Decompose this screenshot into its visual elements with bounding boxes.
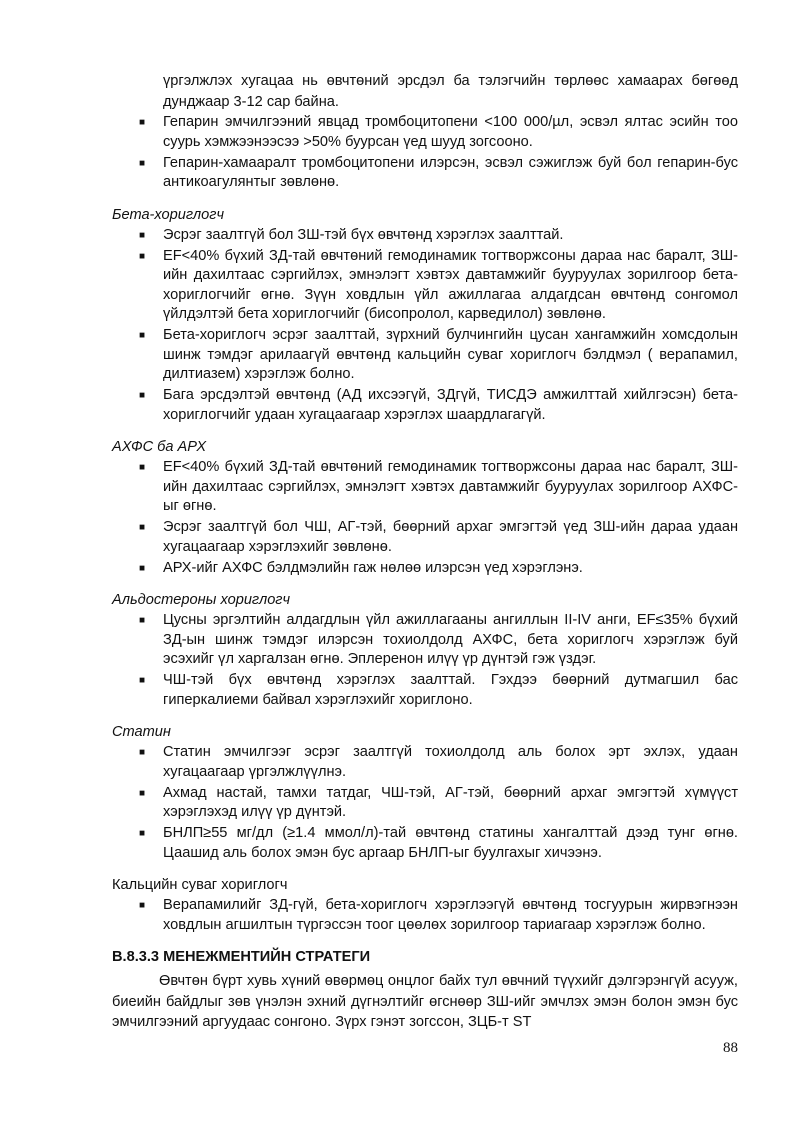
list-item-text: EF<40% бүхий ЗД-тай өвчтөний гемодинамик тогтворжсоны дараа нас баралт, ЗШ-ийн дахилтаас сэргийлэх, эмнэлэгт хэвтэх давтамжийг бууруулах зорилгоор бета-хориглогчийг өгнө. Зүүн ховдлын үйл ажиллагаа алдагдсан өвчтөнд сонгомол үйлдэлтэй бета хориглогчийг (бисопролол, карведилол) зөвлөнө.: [163, 247, 738, 322]
list-item: [112, 247, 738, 325]
list-item: [112, 154, 738, 193]
beta-blockers-list: [112, 226, 738, 426]
list-item-text: ЧШ-тэй бүх өвчтөнд хэрэглэх заалттай. Гэхдээ бөөрний дутмагшил бас гиперкалиеми байвал хэрэглэхийг хориглоно.: [163, 672, 738, 708]
list-item: [112, 784, 738, 823]
page-number: 88: [723, 1040, 738, 1056]
bullet-icon: ■: [139, 330, 146, 341]
list-item-text: Гепарин эмчилгээний явцад тромбоцитопени <100 000/µл, эсвэл ялтас эсийн тоо суурь хэмжээнээсээ >50% буурсан үед шууд зогсооно.: [163, 114, 738, 150]
list-item-text: Гепарин-хамааралт тромбоцитопени илэрсэн, эсвэл сэжиглэж буй бол гепарин-бус антикоагулянтыг зөвлөнө.: [163, 154, 738, 190]
continuation-text: үргэлжлэх хугацаа нь өвчтөний эрсдэл ба тэлэгчийн төрлөөс хамаарах бөгөөд дунджаар 3-12 сар байна.: [163, 73, 738, 110]
list-item-text: Бета-хориглогч эсрэг заалттай, зүрхний булчингийн цусан хангамжийн хомсдолын шинж тэмдэг арилаагүй өвчтөнд кальцийн суваг хориглогч бэлдмэл ( верапамил, дилтиазем) хэрэглэж болно.: [163, 327, 738, 382]
section-heading-calcium-channel: Кальцийн суваг хориглогч: [112, 877, 288, 893]
list-item: [112, 113, 738, 152]
bullet-icon: ■: [139, 900, 146, 911]
list-item: [112, 226, 738, 246]
list-item-text: Верапамилийг ЗД-гүй, бета-хориглогч хэрэглээгүй өвчтөнд тосгуурын жирвэгнээн ховдлын агшилтын түргэссэн тоог цөөлөх зорилгоор тариагаар хэрэглэж болно.: [163, 897, 738, 933]
list-item: [112, 559, 738, 579]
page-content: [112, 71, 738, 1033]
bullet-icon: ■: [139, 562, 146, 574]
list-item: [112, 896, 738, 935]
list-item-text: БНЛП≥55 мг/дл (≥1.4 ммол/л)-тай өвчтөнд статины хангалттай дээд тунг өгнө. Цаашид аль болох эмэн бус аргаар БНЛП-ыг буулгахыг хичээнэ.: [163, 825, 738, 861]
list-item: [112, 458, 738, 517]
calcium-channel-list: [112, 896, 738, 935]
bullet-icon: ■: [139, 117, 146, 128]
list-item: [112, 671, 738, 710]
aldosterone-list: [112, 611, 738, 710]
list-item: [112, 743, 738, 782]
list-item-text: EF<40% бүхий ЗД-тай өвчтөний гемодинамик тогтворжсоны дараа нас баралт, ЗШ-ийн дахилтаас сэргийлэх, эмнэлэгт хэвтэх давтамжийг бууруулах зорилгоор АХФС-ыг өгнө.: [163, 459, 738, 514]
list-item: [112, 326, 738, 385]
list-item: [112, 386, 738, 425]
bullet-icon: ■: [139, 828, 146, 839]
list-item: [112, 611, 738, 670]
bullet-icon: ■: [139, 462, 146, 473]
list-item: [112, 824, 738, 863]
bullet-icon: ■: [139, 615, 146, 626]
bullet-icon: ■: [139, 747, 146, 758]
list-item-text: Эсрэг заалтгүй бол ЧШ, АГ-тэй, бөөрний архаг эмгэгтэй үед ЗШ-ийн дараа удаан хугацаагаар хэрэглэхийг зөвлөнө.: [163, 519, 738, 555]
section-heading-aldosterone: Альдостероны хориглогч: [112, 592, 291, 608]
bullet-icon: ■: [139, 390, 146, 401]
ace-arb-list: [112, 458, 738, 578]
body-paragraph: Өвчтөн бүрт хувь хүний өвөрмөц онцлог байх тул өвчний түүхийг дэлгэрэнгүй асууж, биеийн байдлыг зөв үнэлэн эхний дүгнэлтийг өгснөөр ЗШ-ийг эмчлэх эмэн болон эмэн бус эмчилгээний аргуудаас сонгоно. Зүрх гэнэт зогссон, ЗЦБ-т ST: [112, 973, 738, 1030]
bullet-icon: ■: [139, 522, 146, 533]
section-heading-beta-blockers: Бета-хориглогч: [112, 206, 225, 223]
list-item-text: Эсрэг заалтгүй бол ЗШ-тэй бүх өвчтөнд хэрэглэх заалттай.: [163, 226, 564, 243]
bullet-icon: ■: [139, 787, 146, 799]
bullet-icon: ■: [139, 675, 146, 686]
section-heading-statin: Статин: [112, 724, 171, 740]
section-title-management-strategy: B.8.3.3 МЕНЕЖМЕНТИЙН СТРАТЕГИ: [112, 949, 371, 965]
heparin-list: [112, 113, 738, 193]
bullet-icon: ■: [139, 250, 146, 262]
list-item-text: Бага эрсдэлтэй өвчтөнд (АД ихсээгүй, ЗДгүй, ТИСДЭ амжилттай хийлгэсэн) бета-хориглогчийг удаан хугацаагаар хэрэглэх шаардлагагүй.: [163, 387, 738, 423]
list-item: [112, 518, 738, 557]
list-item-text: АРХ-ийг АХФС бэлдмэлийн гаж нөлөө илэрсэн үед хэрэглэнэ.: [163, 559, 583, 576]
list-item-text: Статин эмчилгээг эсрэг заалтгүй тохиолдолд аль болох эрт эхлэх, удаан хугацаагаар үргэлжлүүлнэ.: [163, 744, 738, 780]
bullet-icon: ■: [139, 229, 146, 241]
statin-list: [112, 743, 738, 863]
bullet-icon: ■: [139, 157, 146, 169]
section-heading-ace-arb: АХФС ба АРХ: [112, 439, 207, 455]
list-item-text: Цусны эргэлтийн алдагдлын үйл ажиллагааны ангиллын II-IV анги, EF≤35% бүхий ЗД-ын шинж тэмдэг илэрсэн тохиолдолд АХФС, бета хориглогч хэрэглэж буй эсэхийг үл харгалзан өгнө. Эплеренон илүү үр дүнтэй гэж үздэг.: [163, 612, 738, 667]
list-item-text: Ахмад настай, тамхи татдаг, ЧШ-тэй, АГ-тэй, бөөрний архаг эмгэгтэй хүмүүст хэрэглэхэд илүү үр дүнтэй.: [163, 784, 738, 820]
